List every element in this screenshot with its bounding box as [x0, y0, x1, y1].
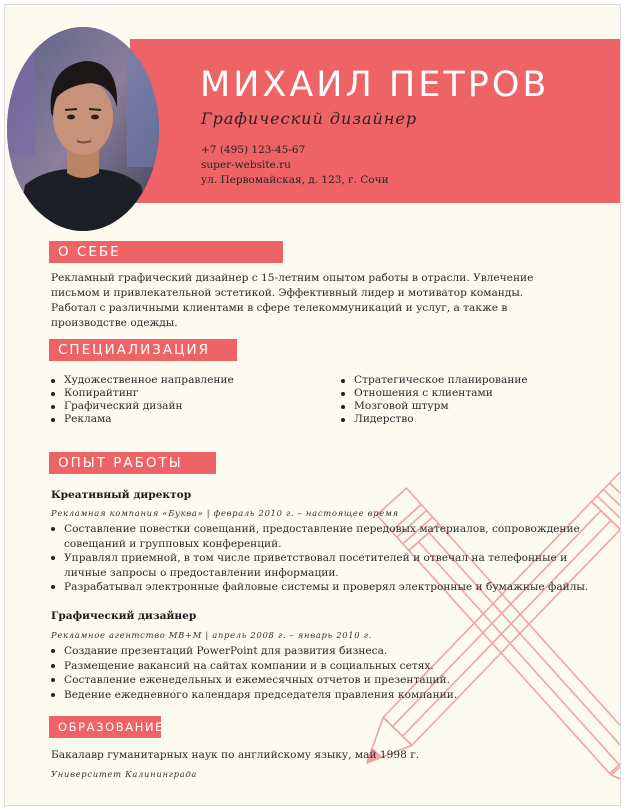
skill-item: Лидерство	[340, 413, 528, 426]
duty-item: Ведение ежедневного календаря председателя правления компании.	[50, 688, 595, 703]
education-school: Университет Калининграда	[51, 769, 198, 779]
contact-phone: +7 (495) 123-45-67	[201, 144, 306, 156]
duty-item: Составление повестки совещаний, предоставление передовых материалов, сопровождение совещаний и групповых конференций.	[50, 522, 595, 551]
job-duties-list	[50, 522, 595, 595]
skill-item: Копирайтинг	[50, 387, 234, 400]
skill-item: Художественное направление	[50, 374, 234, 387]
section-about-heading: О СЕБЕ	[49, 241, 283, 263]
profile-photo	[7, 27, 159, 231]
duty-item: Разрабатывал электронные файловые системы и проверял электронные и бумажные файлы.	[50, 580, 595, 595]
skills-list-right	[340, 374, 528, 426]
resume-page	[4, 4, 621, 806]
job-role: Графический дизайнер	[51, 610, 197, 622]
education-degree: Бакалавр гуманитарных наук по английскому языку, май 1998 г.	[51, 749, 420, 761]
contact-info	[201, 143, 389, 188]
job-meta: Рекламное агентство МВ+М | апрель 2008 г. – январь 2010 г.	[51, 630, 372, 640]
duty-item: Создание презентаций PowerPoint для развития бизнеса.	[50, 644, 595, 659]
about-text: Рекламный графический дизайнер с 15-летним опытом работы в отрасли. Увлечение письмом и привлекательной эстетикой. Эффективный лидер и мотиватор команды. Работал с различными клиентами в сфере телекоммуникаций и услуг, а также в производстве одежды.	[51, 272, 534, 329]
avatar	[7, 27, 159, 231]
job-duties-list	[50, 644, 595, 702]
contact-website: super-website.ru	[201, 159, 291, 171]
skill-item: Мозговой штурм	[340, 400, 528, 413]
skill-item: Стратегическое планирование	[340, 374, 528, 387]
candidate-name: МИХАИЛ ПЕТРОВ	[200, 65, 550, 105]
candidate-title: Графический дизайнер	[201, 109, 418, 128]
section-experience-heading: ОПЫТ РАБОТЫ	[49, 452, 216, 474]
duty-item: Размещение вакансий на сайтах компании и в социальных сетях.	[50, 659, 595, 674]
skill-item: Графический дизайн	[50, 400, 234, 413]
skill-item: Реклама	[50, 413, 234, 426]
job-meta: Рекламная компания «Буква» | февраль 2010 г. – настоящее время	[51, 508, 399, 518]
job-role: Креативный директор	[51, 489, 192, 501]
duty-item: Управлял приемной, в том числе приветствовал посетителей и отвечал на телефонные и личные запросы о предоставлении информации.	[50, 551, 595, 580]
section-skills-heading: СПЕЦИАЛИЗАЦИЯ	[49, 339, 237, 361]
duty-item: Составление еженедельных и ежемесячных отчетов и презентаций.	[50, 673, 595, 688]
contact-address: ул. Первомайская, д. 123, г. Сочи	[201, 174, 389, 186]
skill-item: Отношения с клиентами	[340, 387, 528, 400]
section-education-heading: ОБРАЗОВАНИЕ	[49, 716, 161, 738]
skills-list-left	[50, 374, 234, 426]
